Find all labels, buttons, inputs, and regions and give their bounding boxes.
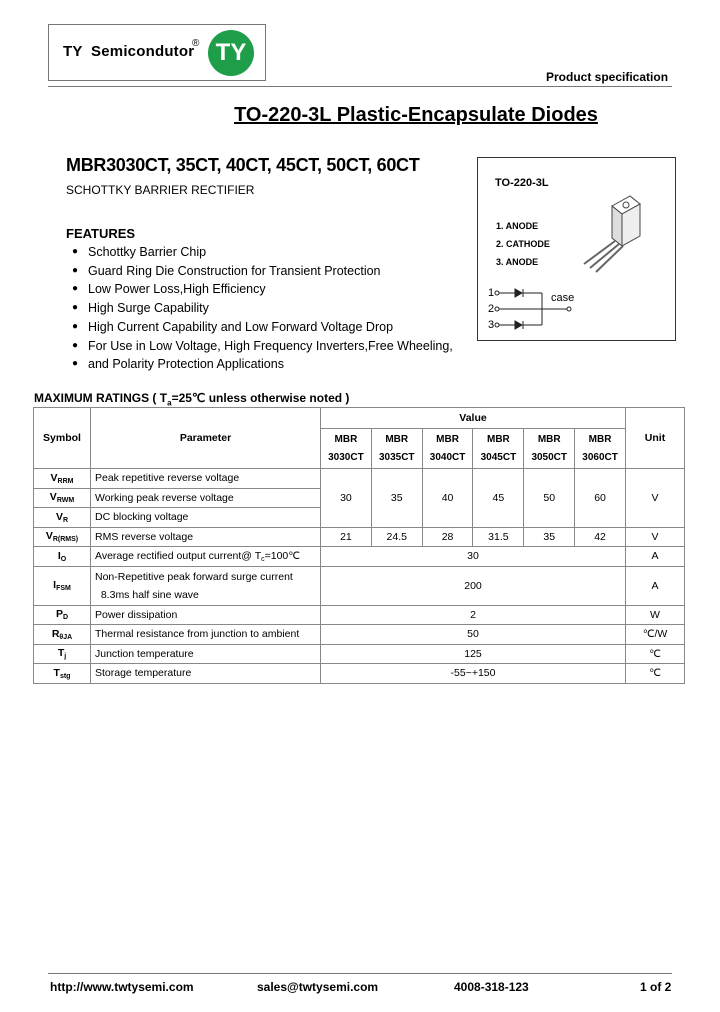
feature-item: ● For Use in Low Voltage, High Frequency Inverters,Free Wheeling, — [72, 337, 472, 356]
symbol-rthja: $R_{\theta JA}$ — [34, 625, 91, 645]
vrms-3030ct: 21 — [321, 527, 372, 547]
features-list — [72, 243, 472, 374]
symbol-pd: $P_D$ — [34, 605, 91, 625]
table-row — [34, 566, 685, 605]
unit-rthja: ℃/W — [626, 625, 685, 645]
unit-tstg: ℃ — [626, 664, 685, 684]
value-ifsm: 200 — [321, 566, 626, 605]
footer-divider — [48, 973, 672, 974]
footer-phone: 4008-318-123 — [454, 980, 529, 994]
symbol-tstg: $T_{stg}$ — [34, 664, 91, 684]
header-divider — [48, 86, 672, 87]
feature-item: ● Guard Ring Die Construction for Transient Protection — [72, 262, 472, 281]
symbol-vrwm: $V_{RWM}$ — [34, 488, 91, 508]
vrms-3045ct: 31.5 — [473, 527, 524, 547]
value-tstg: -55~+150 — [321, 664, 626, 684]
footer-website-link[interactable]: http://www.twtysemi.com — [50, 980, 194, 994]
table-header-row — [34, 408, 685, 429]
value-3060ct: 60 — [575, 469, 626, 528]
col-value: Value — [321, 408, 626, 429]
schematic-pin-1: 1 — [488, 287, 495, 299]
value-3030ct: 30 — [321, 469, 372, 528]
footer-email-link[interactable]: sales@twtysemi.com — [257, 980, 379, 994]
schematic-case-label: case — [551, 292, 575, 304]
unit-pd: W — [626, 605, 685, 625]
feature-item: ● Low Power Loss,High Efficiency — [72, 280, 472, 299]
vrms-3040ct: 28 — [422, 527, 473, 547]
param-vrms: RMS reverse voltage — [91, 527, 321, 547]
param-vr: DC blocking voltage — [91, 508, 321, 528]
param-vrrm: Peak repetitive reverse voltage — [91, 469, 321, 489]
vrms-3035ct: 24.5 — [371, 527, 422, 547]
value-3040ct: 40 — [422, 469, 473, 528]
col-unit: Unit — [626, 408, 685, 469]
symbol-vrms: $V_{R(RMS)}$ — [34, 527, 91, 547]
unit-ifsm: A — [626, 566, 685, 605]
param-vrwm: Working peak reverse voltage — [91, 488, 321, 508]
model-3060ct: MBR 3060CT — [575, 429, 626, 469]
symbol-tj: $T_j$ — [34, 644, 91, 664]
feature-item-continuation: ● and Polarity Protection Applications — [72, 355, 472, 374]
symbol-ifsm: $I_{FSM}$ — [34, 566, 91, 605]
param-pd: Power dissipation — [91, 605, 321, 625]
model-3035ct: MBR 3035CT — [371, 429, 422, 469]
value-pd: 2 — [321, 605, 626, 625]
registered-mark: ® — [192, 38, 200, 49]
pin-1-label: 1. ANODE — [496, 221, 539, 231]
table-row — [34, 664, 685, 684]
col-symbol: Symbol — [34, 408, 91, 469]
package-title: TO-220-3L — [495, 177, 549, 189]
package-drawing-icon — [478, 158, 676, 340]
table-row — [34, 605, 685, 625]
ratings-heading: MAXIMUM RATINGS ( $T_a=25℃$ unless otherwise noted ) — [34, 391, 350, 408]
param-tstg: Storage temperature — [91, 664, 321, 684]
model-3040ct: MBR 3040CT — [422, 429, 473, 469]
part-numbers: MBR3030CT, 35CT, 40CT, 45CT, 50CT, 60CT — [66, 155, 420, 175]
value-tj: 125 — [321, 644, 626, 664]
value-3035ct: 35 — [371, 469, 422, 528]
to220-package-icon — [584, 196, 640, 272]
model-3030ct: MBR 3030CT — [321, 429, 372, 469]
company-name: TY Semicondutor — [63, 43, 195, 60]
schematic-pin-3: 3 — [488, 319, 495, 331]
symbol-io: $I_O$ — [34, 547, 91, 567]
value-rthja: 50 — [321, 625, 626, 645]
features-heading: FEATURES — [66, 226, 136, 241]
feature-item: ● High Current Capability and Low Forward Voltage Drop — [72, 318, 472, 337]
table-row — [34, 547, 685, 567]
unit-tj: ℃ — [626, 644, 685, 664]
col-parameter: Parameter — [91, 408, 321, 469]
page-number: 1 of 2 — [640, 980, 672, 994]
table-row — [34, 469, 685, 489]
pin-2-label: 2. CATHODE — [496, 239, 550, 249]
schematic-pin-2: 2 — [488, 303, 495, 315]
value-io: 30 — [321, 547, 626, 567]
page-title: TO-220-3L Plastic-Encapsulate Diodes — [234, 104, 598, 126]
symbol-vrrm: $V_{RRM}$ — [34, 469, 91, 489]
product-specification-label: Product specification — [546, 70, 669, 84]
model-3045ct: MBR 3045CT — [473, 429, 524, 469]
feature-item: ● High Surge Capability — [72, 299, 472, 318]
vrms-3060ct: 42 — [575, 527, 626, 547]
param-ifsm: Non-Repetitive peak forward surge current 8.3ms half sine wave — [91, 566, 321, 605]
unit-vrrm: V — [626, 469, 685, 528]
maximum-ratings-table — [33, 407, 685, 684]
unit-vrms: V — [626, 527, 685, 547]
vrms-3050ct: 35 — [524, 527, 575, 547]
param-rthja: Thermal resistance from junction to ambient — [91, 625, 321, 645]
param-tj: Junction temperature — [91, 644, 321, 664]
unit-io: A — [626, 547, 685, 567]
value-3045ct: 45 — [473, 469, 524, 528]
symbol-vr: $V_R$ — [34, 508, 91, 528]
param-io: Average rectified output current@ $T_c=100℃$ — [91, 547, 321, 567]
device-subtitle: SCHOTTKY BARRIER RECTIFIER — [66, 183, 255, 197]
ty-logo-icon: TY — [208, 30, 254, 76]
model-3050ct: MBR 3050CT — [524, 429, 575, 469]
value-3050ct: 50 — [524, 469, 575, 528]
table-row — [34, 644, 685, 664]
table-row — [34, 527, 685, 547]
table-row — [34, 625, 685, 645]
pin-3-label: 3. ANODE — [496, 257, 539, 267]
feature-item: ● Schottky Barrier Chip — [72, 243, 472, 262]
